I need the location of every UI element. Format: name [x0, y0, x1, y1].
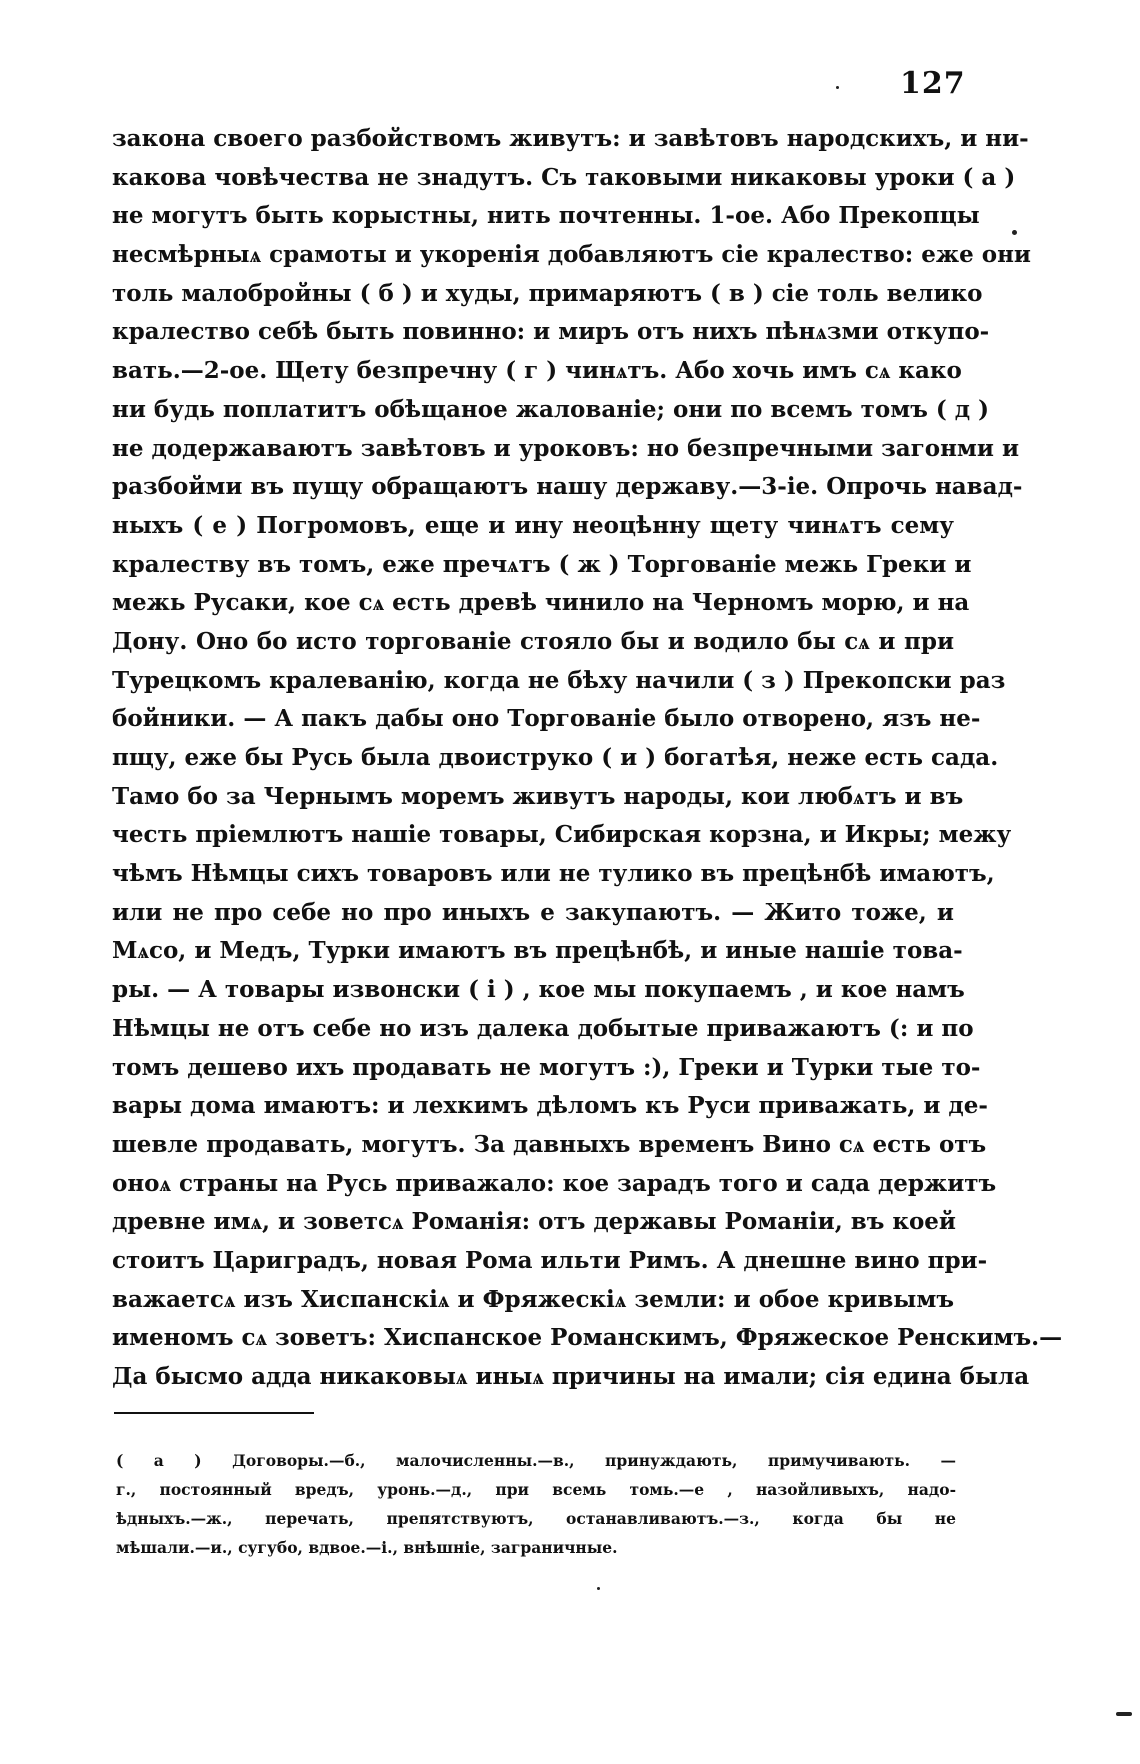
footnote-rule — [114, 1412, 314, 1414]
text-line: именомъ сѧ зоветъ: Хиспанское Романскимъ, Фряжеское Ренскимъ.— — [112, 1324, 1063, 1352]
text-line: чѣмъ Нѣмцы сихъ товаровъ или не тулико въ прецѣнбѣ имаютъ, — [112, 860, 995, 888]
scan-speck — [836, 86, 839, 89]
footnote-line: мѣшали.—и., сугубо, вдвое.—і., внѣшніе, заграничные. — [116, 1538, 618, 1557]
text-line: честь пріемлютъ нашіе товары, Сибирская корзна, и Икры; межу — [112, 821, 1012, 849]
text-line: Дону. Оно бо исто торгованіе стояло бы и водило бы сѧ и при — [112, 627, 954, 655]
text-line: вары дома имаютъ: и лехкимъ дѣломъ къ Руси приважать, и де- — [112, 1092, 988, 1120]
page-number: 127 — [900, 66, 966, 101]
body-text — [112, 120, 1063, 1397]
text-line: какова човѣчества не знадутъ. Съ таковыми никаковы уроки ( а ) — [112, 163, 1016, 191]
text-line: кралеству въ томъ, еже пречѧтъ ( ж ) Торгованіе межь Греки и — [112, 550, 972, 578]
text-line: Мѧсо, и Медъ, Турки имаютъ въ прецѣнбѣ, и иные нашіе това- — [112, 937, 963, 965]
text-line: Да бысмо адда никаковыѧ иныѧ причины на имали; сія едина была — [112, 1363, 1030, 1390]
text-line: толь малобройны ( б ) и худы, примаряютъ ( в ) сіе толь велико — [112, 279, 983, 307]
footnote-line: ѣдныхъ.—ж., перечать, препятствуютъ, останавливаютъ.—з., когда бы не — [116, 1509, 956, 1528]
text-line: не могутъ быть корыстны, нить почтенны. 1-ое. Або Прекопцы — [112, 202, 980, 230]
text-line: Турецкомъ кралеванію, когда не бѣху начили ( з ) Прекопски раз — [112, 666, 1006, 694]
text-line: томъ дешево ихъ продавать не могутъ :), Греки и Турки тые то- — [112, 1053, 981, 1081]
scan-speck — [1012, 230, 1017, 235]
text-line: ры. — А товары извонски ( і ) , кое мы покупаемъ , и кое намъ — [112, 976, 965, 1004]
text-line: разбойми въ пущу обращаютъ нашу державу.—3-іе. Опрочь навад- — [112, 473, 1023, 501]
text-line: шевле продавать, могутъ. За давныхъ временъ Вино сѧ есть отъ — [112, 1130, 987, 1158]
text-line: ныхъ ( е ) Погромовъ, еще и ину неоцѣнну щету чинѧтъ сему — [112, 511, 954, 539]
text-line: не додержаваютъ завѣтовъ и уроковъ: но безпречными загонми и — [112, 434, 1020, 462]
scan-speck — [597, 1587, 600, 1590]
text-line: оноѧ страны на Русь приважало: кое зарадъ того и сада держитъ — [112, 1169, 997, 1197]
text-line: древне имѧ, и зоветсѧ Романія: отъ державы Романіи, въ коей — [112, 1208, 956, 1236]
text-line: Нѣмцы не отъ себе но изъ далека добытые приважаютъ (: и по — [112, 1014, 974, 1042]
text-line: кралество себѣ быть повинно: и миръ отъ нихъ пѣнѧзми откупо- — [112, 318, 990, 346]
footnote-line: ( а ) Договоры.—б., малочисленны.—в., принуждають, примучивають. — — [116, 1451, 956, 1470]
text-line: ни будь поплатитъ обѣщаное жалованіе; они по всемъ томъ ( д ) — [112, 395, 989, 423]
text-line: вать.—2-ое. Щету безпречну ( г ) чинѧтъ. Або хочь имъ сѧ како — [112, 357, 962, 385]
text-line: Тамо бо за Чернымъ моремъ живутъ народы, кои любѧтъ и въ — [112, 782, 964, 810]
footnotes — [116, 1446, 956, 1562]
text-line: стоитъ Цариградъ, новая Рома ильти Римъ. А днешне вино при- — [112, 1246, 988, 1274]
text-line: несмѣрныѧ срамоты и укоренія добавляютъ сіе кралество: еже они — [112, 241, 1031, 269]
text-line: межь Русаки, кое сѧ есть древѣ чинило на Черномъ морю, и на — [112, 589, 970, 617]
scan-speck — [1116, 1712, 1132, 1716]
text-line: закона своего разбойствомъ живутъ: и завѣтовъ народскихъ, и ни- — [112, 125, 1029, 152]
text-line: важаетсѧ изъ Хиспанскіѧ и Фряжескіѧ земли: и обое кривымъ — [112, 1285, 954, 1313]
text-line: пщу, еже бы Русь была двоиструко ( и ) богатѣя, неже есть сада. — [112, 744, 999, 771]
footnote-line: г., постоянный вредъ, уронь.—д., при всемь томь.—е , назойливыхъ, надо- — [116, 1480, 956, 1499]
text-line: или не про себе но про иныхъ е закупаютъ. — Жито тоже, и — [112, 898, 954, 926]
text-line: бойники. — А пакъ дабы оно Торгованіе было отворено, язъ не- — [112, 705, 981, 733]
